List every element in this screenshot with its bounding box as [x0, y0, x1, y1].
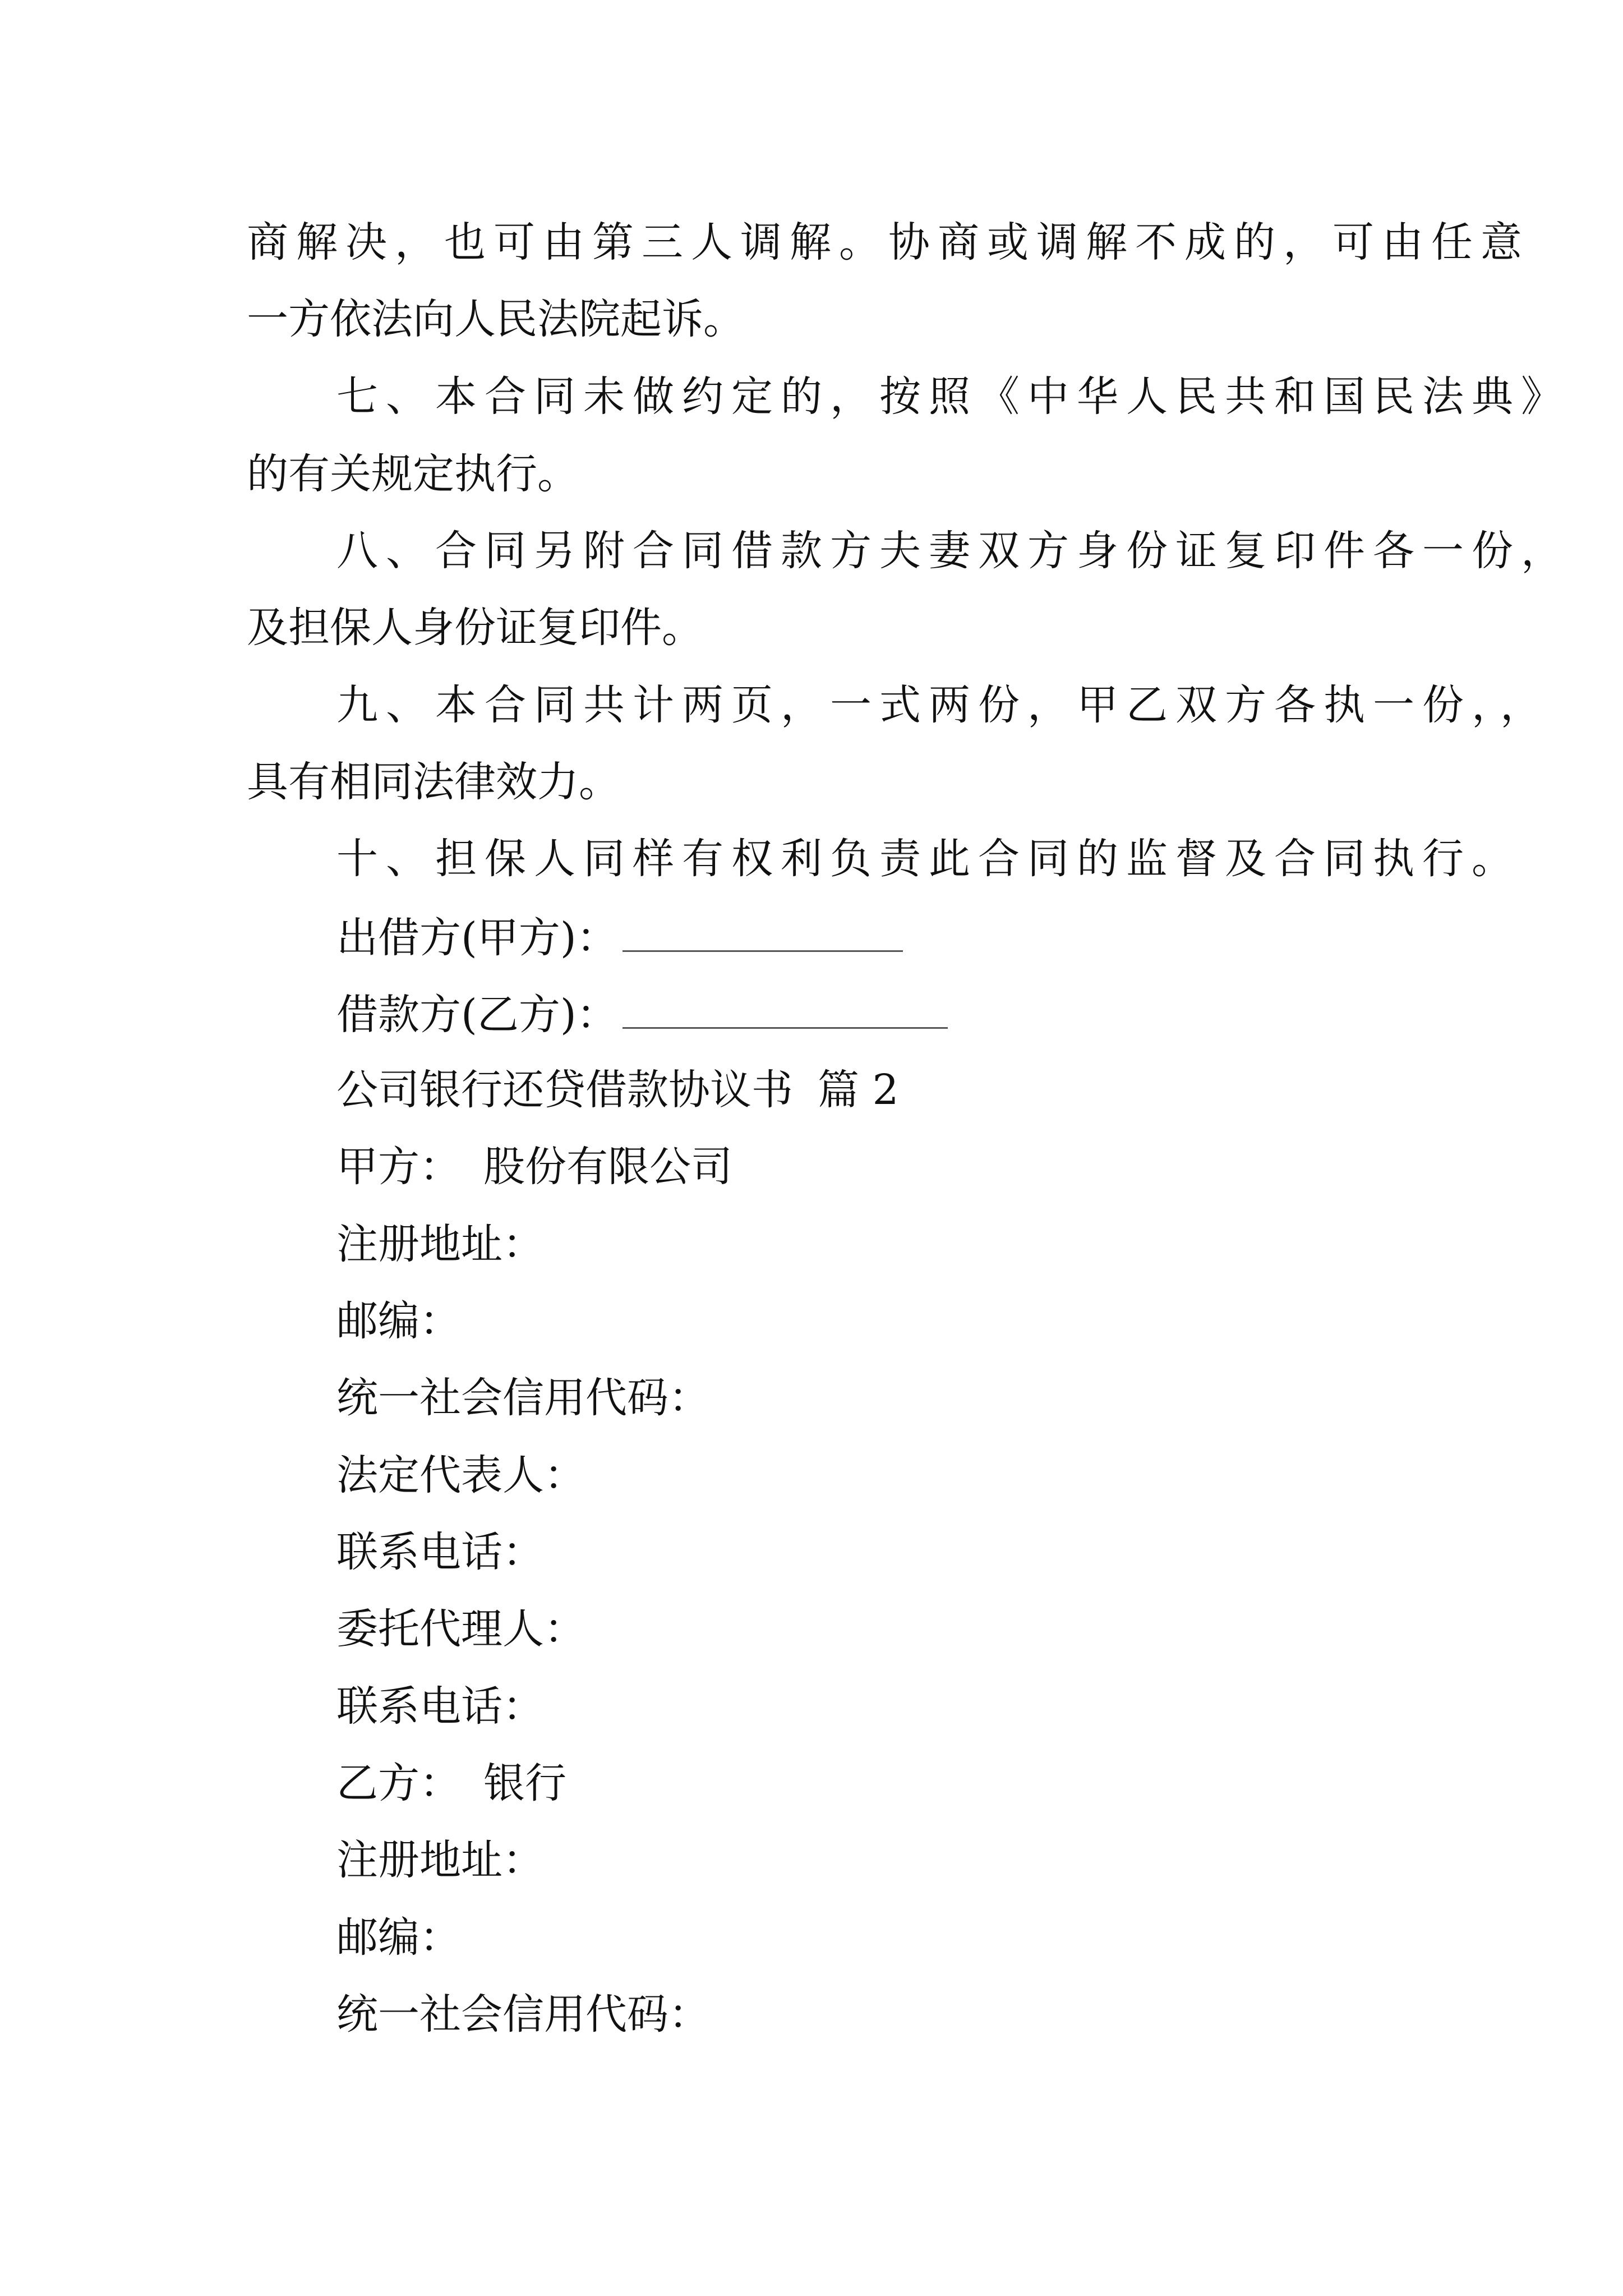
party-b-line	[336, 1759, 566, 1807]
clause-nine: 九、本合同共计两页，一式两份，甲乙双方各执一份，，	[336, 681, 1550, 729]
party-b-postcode: 邮编：	[336, 1913, 461, 1962]
party-b-label: 乙方：	[336, 1759, 461, 1807]
party-a-line	[336, 1143, 732, 1191]
lender-label: 出借方(甲方)：	[336, 914, 618, 962]
borrower-signature-line	[336, 991, 948, 1039]
clause-ten: 十、担保人同样有权利负责此合同的监督及合同执行。	[336, 835, 1521, 883]
party-a-address: 注册地址：	[336, 1220, 544, 1268]
borrower-label: 借款方(乙方)：	[336, 991, 618, 1039]
party-a-postcode: 邮编：	[336, 1297, 461, 1345]
party-a-name: 股份有限公司	[483, 1143, 732, 1191]
party-b-address: 注册地址：	[336, 1836, 544, 1884]
section-title: 公司银行还贷借款协议书	[336, 1066, 793, 1114]
party-a-agent: 委托代理人：	[336, 1605, 585, 1653]
party-a-agent-phone: 联系电话：	[336, 1682, 544, 1731]
lender-blank-underline	[623, 915, 903, 952]
clause-six-end: 一方依法向人民法院起诉。	[247, 295, 745, 343]
party-a-legal-rep: 法定代表人：	[336, 1451, 585, 1499]
section-number: 篇 2	[818, 1066, 899, 1114]
party-a-credit-code: 统一社会信用代码：	[336, 1374, 710, 1422]
lender-signature-line	[336, 914, 903, 962]
party-b-name: 银行	[483, 1759, 566, 1807]
clause-eight-end: 及担保人身份证复印件。	[247, 604, 703, 652]
party-b-credit-code: 统一社会信用代码：	[336, 1990, 710, 2039]
section-heading	[336, 1066, 899, 1114]
borrower-blank-underline	[623, 992, 948, 1029]
clause-nine-end: 具有相同法律效力。	[247, 758, 620, 806]
party-a-phone: 联系电话：	[336, 1528, 544, 1576]
clause-six-continued: 商解决，也可由第三人调解。协商或调解不成的，可由任意	[247, 218, 1530, 266]
party-a-label: 甲方：	[336, 1143, 461, 1191]
clause-seven: 七、本合同未做约定的，按照《中华人民共和国民法典》	[336, 372, 1570, 421]
clause-seven-end: 的有关规定执行。	[247, 450, 579, 498]
clause-eight: 八、合同另附合同借款方夫妻双方身份证复印件各一份，	[336, 527, 1570, 575]
